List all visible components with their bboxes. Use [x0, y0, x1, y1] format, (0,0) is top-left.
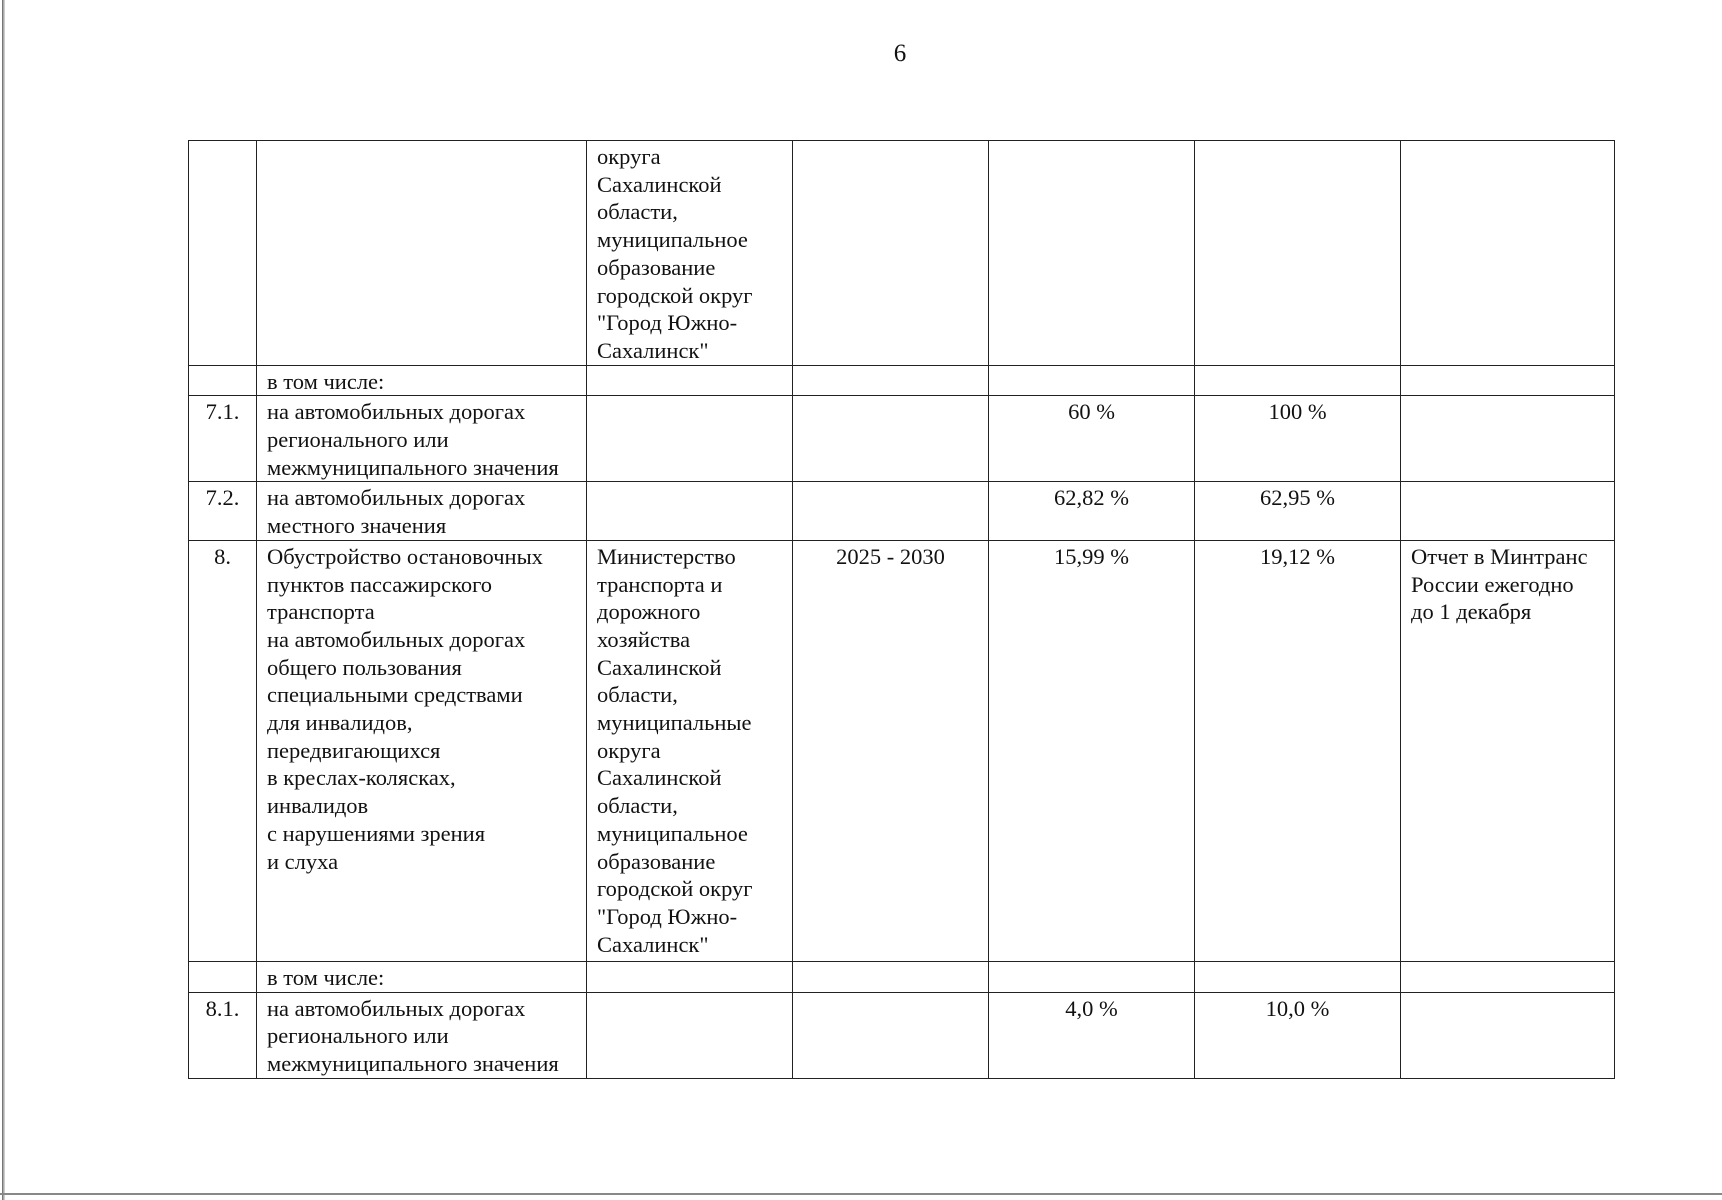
cell-reporting — [1401, 482, 1615, 540]
cell-line: "Город Южно- — [597, 903, 738, 929]
cell-line: межмуниципального значения — [267, 1050, 559, 1076]
cell-line: общего пользования — [267, 654, 462, 680]
indicators-table — [188, 140, 1615, 1079]
cell-line: округа — [597, 737, 661, 763]
cell-number — [189, 141, 257, 366]
cell-line: инвалидов — [267, 793, 369, 819]
cell-reporting — [1401, 141, 1615, 366]
cell-reporting — [1401, 365, 1615, 396]
table-row — [189, 540, 1615, 961]
cell-period — [793, 961, 989, 992]
table-row — [189, 396, 1615, 482]
cell-value-1 — [989, 961, 1195, 992]
cell-period — [793, 992, 989, 1078]
cell-indicator-name — [257, 992, 587, 1078]
cell-line: до 1 декабря — [1411, 599, 1532, 625]
page-number: 6 — [893, 40, 907, 67]
cell-line: области, — [597, 199, 678, 225]
cell-line: в креслах-колясках, — [267, 765, 456, 791]
cell-period — [793, 365, 989, 396]
cell-line: транспорта — [267, 599, 375, 625]
table-row — [189, 365, 1615, 396]
cell-responsible — [587, 482, 793, 540]
cell-number: 8. — [189, 540, 257, 961]
cell-number — [189, 961, 257, 992]
cell-line: на автомобильных дорогах — [267, 485, 526, 511]
cell-line: области, — [597, 793, 678, 819]
cell-value-1 — [989, 141, 1195, 366]
cell-line: Сахалинской — [597, 654, 722, 680]
cell-line: муниципальное — [597, 820, 748, 846]
cell-reporting — [1401, 396, 1615, 482]
table-body — [189, 141, 1615, 1079]
cell-reporting — [1401, 540, 1615, 961]
cell-value-2: 10,0 % — [1195, 992, 1401, 1078]
cell-value-2 — [1195, 365, 1401, 396]
cell-line: межмуниципального значения — [267, 454, 559, 480]
cell-line: образование — [597, 848, 716, 874]
cell-line: регионального или — [267, 1023, 449, 1049]
cell-period — [793, 482, 989, 540]
cell-responsible — [587, 992, 793, 1078]
table-row — [189, 961, 1615, 992]
cell-line: Отчет в Минтранс — [1411, 543, 1588, 569]
cell-line: городской округ — [597, 282, 753, 308]
cell-responsible — [587, 540, 793, 961]
cell-line: городской округ — [597, 876, 753, 902]
cell-period: 2025 - 2030 — [793, 540, 989, 961]
cell-line: Сахалинской — [597, 171, 722, 197]
cell-period — [793, 396, 989, 482]
cell-line: хозяйства — [597, 626, 691, 652]
cell-reporting — [1401, 992, 1615, 1078]
cell-line: специальными средствами — [267, 682, 523, 708]
cell-period — [793, 141, 989, 366]
cell-line: регионального или — [267, 427, 449, 453]
cell-responsible — [587, 365, 793, 396]
cell-value-1: 15,99 % — [989, 540, 1195, 961]
cell-number: 7.2. — [189, 482, 257, 540]
cell-line: Сахалинской — [597, 765, 722, 791]
cell-value-2: 62,95 % — [1195, 482, 1401, 540]
scan-bottom-edge — [0, 1193, 1722, 1195]
cell-value-2 — [1195, 961, 1401, 992]
cell-responsible — [587, 396, 793, 482]
cell-value-1: 60 % — [989, 396, 1195, 482]
cell-value-2: 100 % — [1195, 396, 1401, 482]
cell-value-1 — [989, 365, 1195, 396]
cell-line: округа — [597, 144, 661, 169]
cell-responsible — [587, 961, 793, 992]
cell-line: пунктов пассажирского — [267, 571, 493, 597]
cell-line: Сахалинск" — [597, 337, 709, 363]
cell-indicator-name — [257, 961, 587, 992]
cell-indicator-name — [257, 540, 587, 961]
cell-line: для инвалидов, — [267, 710, 413, 736]
cell-responsible — [587, 141, 793, 366]
cell-line: на автомобильных дорогах — [267, 995, 526, 1021]
cell-value-2 — [1195, 141, 1401, 366]
cell-number: 8.1. — [189, 992, 257, 1078]
cell-line: России ежегодно — [1411, 571, 1574, 597]
cell-line: в том числе: — [267, 964, 385, 990]
cell-line: Министерство — [597, 543, 736, 569]
cell-value-2: 19,12 % — [1195, 540, 1401, 961]
table-row — [189, 141, 1615, 366]
cell-line: Обустройство остановочных — [267, 543, 543, 569]
cell-line: муниципальные — [597, 710, 752, 736]
scan-edge — [2, 0, 5, 1200]
cell-line: муниципальное — [597, 227, 748, 253]
cell-number: 7.1. — [189, 396, 257, 482]
table-row — [189, 992, 1615, 1078]
cell-line: на автомобильных дорогах — [267, 399, 526, 425]
cell-line: местного значения — [267, 513, 447, 539]
cell-indicator-name — [257, 365, 587, 396]
cell-reporting — [1401, 961, 1615, 992]
cell-line: на автомобильных дорогах — [267, 626, 526, 652]
cell-line: образование — [597, 254, 716, 280]
cell-value-1: 4,0 % — [989, 992, 1195, 1078]
cell-indicator-name — [257, 396, 587, 482]
cell-line: области, — [597, 682, 678, 708]
cell-line: Сахалинск" — [597, 931, 709, 957]
cell-line: дорожного — [597, 599, 701, 625]
cell-line: транспорта и — [597, 571, 723, 597]
cell-line: в том числе: — [267, 368, 385, 394]
cell-line: и слуха — [267, 848, 339, 874]
cell-line: "Город Южно- — [597, 310, 738, 336]
cell-number — [189, 365, 257, 396]
cell-value-1: 62,82 % — [989, 482, 1195, 540]
table-row — [189, 482, 1615, 540]
cell-line: передвигающихся — [267, 737, 441, 763]
cell-indicator-name — [257, 141, 587, 366]
cell-indicator-name — [257, 482, 587, 540]
cell-line: с нарушениями зрения — [267, 820, 486, 846]
